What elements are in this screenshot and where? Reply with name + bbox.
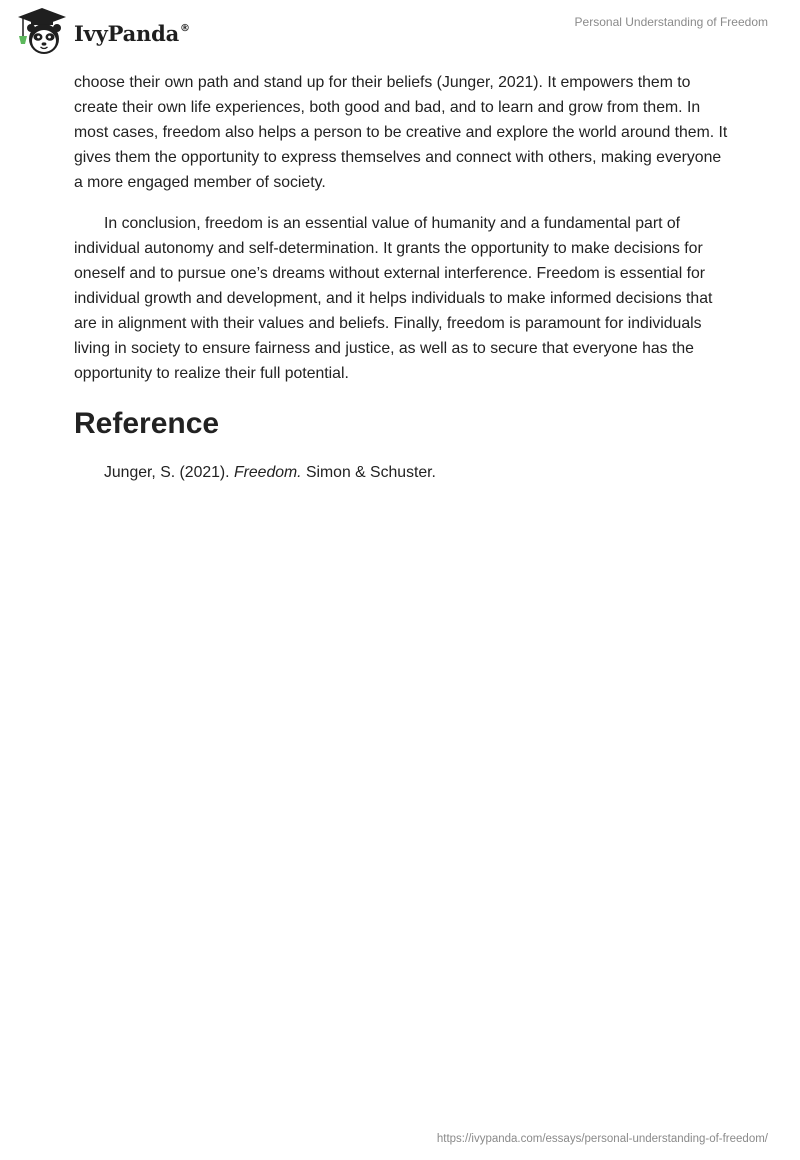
running-title: Personal Understanding of Freedom — [574, 15, 768, 29]
body-paragraph-conclusion: In conclusion, freedom is an essential value of humanity and a fundamental part of individual autonomy and self-determination. It grants the opportunity to make decisions for oneself and to pursue one’s dreams without external interference. Freedom is essential for individual growth and development, and it helps individuals to make informed decisions that are in alignment with their values and beliefs. Finally, freedom is paramount for individuals living in society to ensure fairness and justice, as well as to secure that everyone has the opportunity to realize their full potential. — [74, 215, 713, 382]
essay-content — [74, 70, 734, 485]
reference-authors: Junger, S. (2021). — [104, 464, 234, 481]
footer-url[interactable]: https://ivypanda.com/essays/personal-understanding-of-freedom/ — [436, 1133, 768, 1145]
brand-logo[interactable] — [14, 6, 190, 58]
brand-name: IvyPanda® — [74, 20, 190, 46]
reference-publisher: Simon & Schuster. — [301, 464, 436, 481]
references-heading: Reference — [74, 407, 220, 440]
panda-graduate-icon — [14, 6, 70, 58]
registered-mark: ® — [180, 22, 190, 34]
body-paragraph-continued: choose their own path and stand up for their beliefs (Junger, 2021). It empowers them to create their own life experiences, both good and bad, and to learn and grow from them. In most cases, freedom also helps a person to be creative and explore the world around them. It gives them the opportunity to express themselves and connect with others, making everyone a more engaged member of society. — [74, 74, 728, 191]
page-header — [0, 0, 800, 60]
reference-entry — [104, 460, 734, 485]
reference-title: Freedom. — [233, 464, 302, 481]
